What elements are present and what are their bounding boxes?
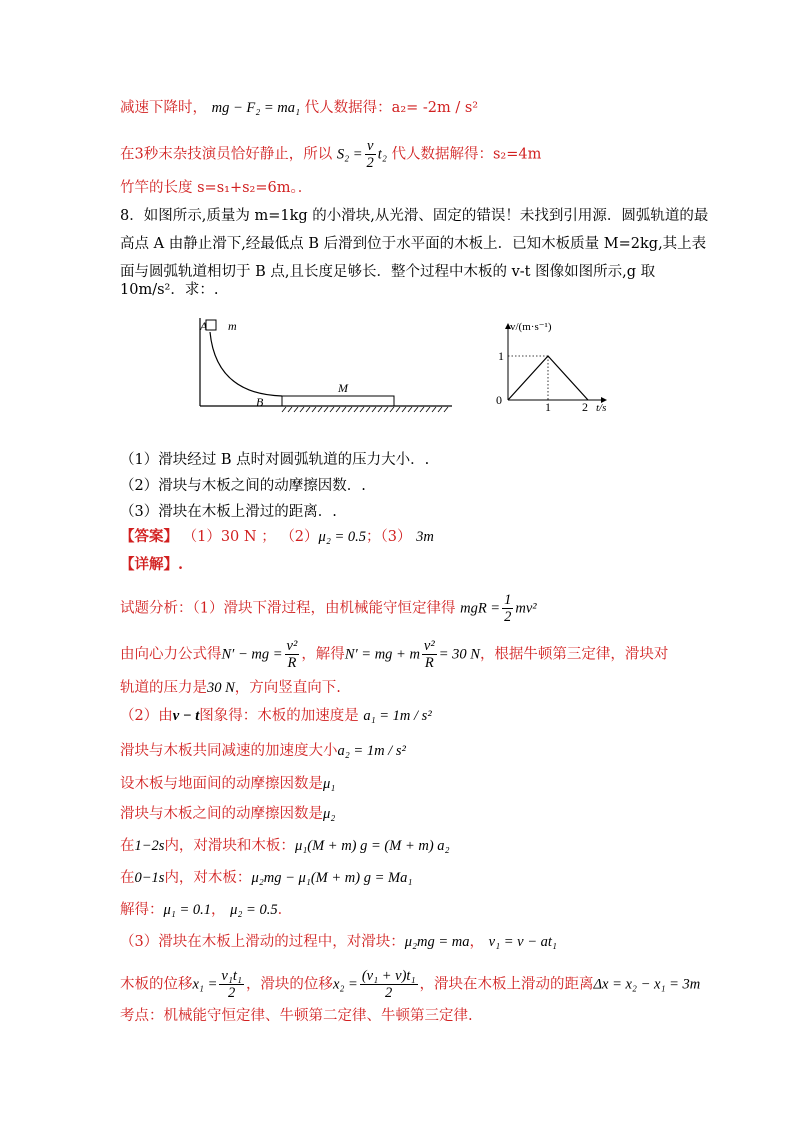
x-axis-label: t/s	[596, 402, 607, 414]
fraction: $\frac{v}{2}$	[366, 138, 374, 171]
subquestion-1: （1）滑块经过 B 点时对圆弧轨道的压力大小．.	[120, 452, 430, 468]
subquestion-3: （3）滑块在木板上滑过的距离．.	[120, 504, 337, 520]
vt-chart	[488, 318, 618, 418]
question-line-3: 面与圆弧轨道相切于 B 点,且长度足够长．整个过程中木板的 v-t 图像如图所示,g 取	[120, 264, 656, 280]
answer-line: 【答案】 （1）30 N ； （2）μ₂ = 0.5；（3） 3m	[120, 528, 434, 545]
prev-solution-line-3: 竹竿的长度 s=s₁+s₂=6m。．	[120, 180, 313, 196]
solution-line-12: 木板的位移x₁ = $\frac{\text{v₁t₁}}{2}$ ，滑块的位移x₂ = $\frac{\text{(v₁ + v)t₁}}{2}$ ，滑块在木板上滑动的距离Δx = x₂ − x₁ = 3m	[120, 968, 701, 1001]
label-A: A	[200, 319, 208, 333]
fraction: $\frac{1}{2}$	[504, 592, 512, 625]
solution-line-1: 试题分析：（1）滑块下滑过程，由机械能守恒定律得 mgR = $\frac{1}{2}$ mv²	[120, 592, 537, 625]
track-board-figure	[196, 314, 458, 414]
question-line-4: 10m/s²．求：.	[120, 282, 219, 298]
slider-block	[206, 320, 216, 330]
question-line-2: 高点 A 由静止滑下,经最低点 B 后滑到位于水平面的木板上．已知木板质量 M=2kg,其上表	[120, 236, 707, 252]
solution-line-6: 设木板与地面间的动摩擦因数是μ₁	[120, 776, 336, 792]
equation: mg − F₂ = ma₁	[211, 100, 301, 116]
solution-line-11: （3）滑块在木板上滑动的过程中，对滑块：μ₂mg = ma， v₁ = v − at₁	[120, 934, 557, 950]
prev-solution-line-1: 减速下降时， mg − F₂ = ma₁ 代人数据得：a₂= -2m / s²	[120, 100, 479, 116]
detail-tag: 【详解】.	[120, 556, 184, 573]
solution-line-9: 在0−1s内，对木板：μ₂mg − μ₁(M + m) g = Ma₁	[120, 870, 413, 886]
arc-track	[210, 332, 282, 396]
solution-line-3: 轨道的压力是30 N，方向竖直向下.	[120, 680, 341, 696]
ground-hatching	[282, 407, 448, 412]
origin-label: 0	[496, 393, 502, 407]
y-axis-label: v/(m·s⁻¹)	[510, 321, 552, 333]
board-M	[282, 396, 394, 406]
fraction: $\frac{\text{v₁t₁}}{2}$	[221, 968, 242, 1001]
fraction: $\frac{\text{v²}}{R}$	[286, 638, 298, 671]
y-tick-label-1: 1	[498, 349, 504, 363]
prev-solution-line-2: 在3秒末杂技演员恰好静止，所以 S₂ = $\frac{v}{2}$ t₂ 代人数据解得：s₂=4m	[120, 138, 542, 171]
solution-line-5: 滑块与木板共同减速的加速度大小a₂ = 1m / s²	[120, 743, 406, 759]
solution-line-7: 滑块与木板之间的动摩擦因数是μ₂	[120, 806, 336, 822]
label-M: M	[338, 381, 348, 395]
fraction: $\frac{\text{(v₁ + v)t₁}}{2}$	[361, 968, 416, 1001]
solution-line-8: 在1−2s内，对滑块和木板：μ₁(M + m) g = (M + m) a₂	[120, 838, 450, 854]
question-line-1: 8．如图所示,质量为 m=1kg 的小滑块,从光滑、固定的错误！未找到引用源．圆弧轨道的最	[120, 208, 709, 224]
x-tick-label-1: 1	[545, 400, 551, 414]
subquestion-2: （2）滑块与木板之间的动摩擦因数．.	[120, 478, 366, 494]
label-B: B	[256, 395, 264, 409]
solution-line-10: 解得：μ₁ = 0.1， μ₂ = 0.5．	[120, 902, 293, 918]
label-m: m	[228, 319, 237, 333]
x-tick-label-2: 2	[582, 400, 588, 414]
solution-line-4: （2）由v − t图象得：木板的加速度是 a₁ = 1m / s²	[120, 708, 432, 724]
solution-line-2: 由向心力公式得N′ − mg = $\frac{\text{v²}}{R}$ ，解得N′ = mg + m $\frac{\text{v²}}{R}$ = 30 N，根据牛顿第三定律，滑块对	[120, 638, 669, 671]
fraction: $\frac{\text{v²}}{R}$	[423, 638, 435, 671]
solution-line-13: 考点：机械能守恒定律、牛顿第二定律、牛顿第三定律.	[120, 1008, 473, 1024]
answer-tag: 【答案】	[120, 528, 178, 545]
